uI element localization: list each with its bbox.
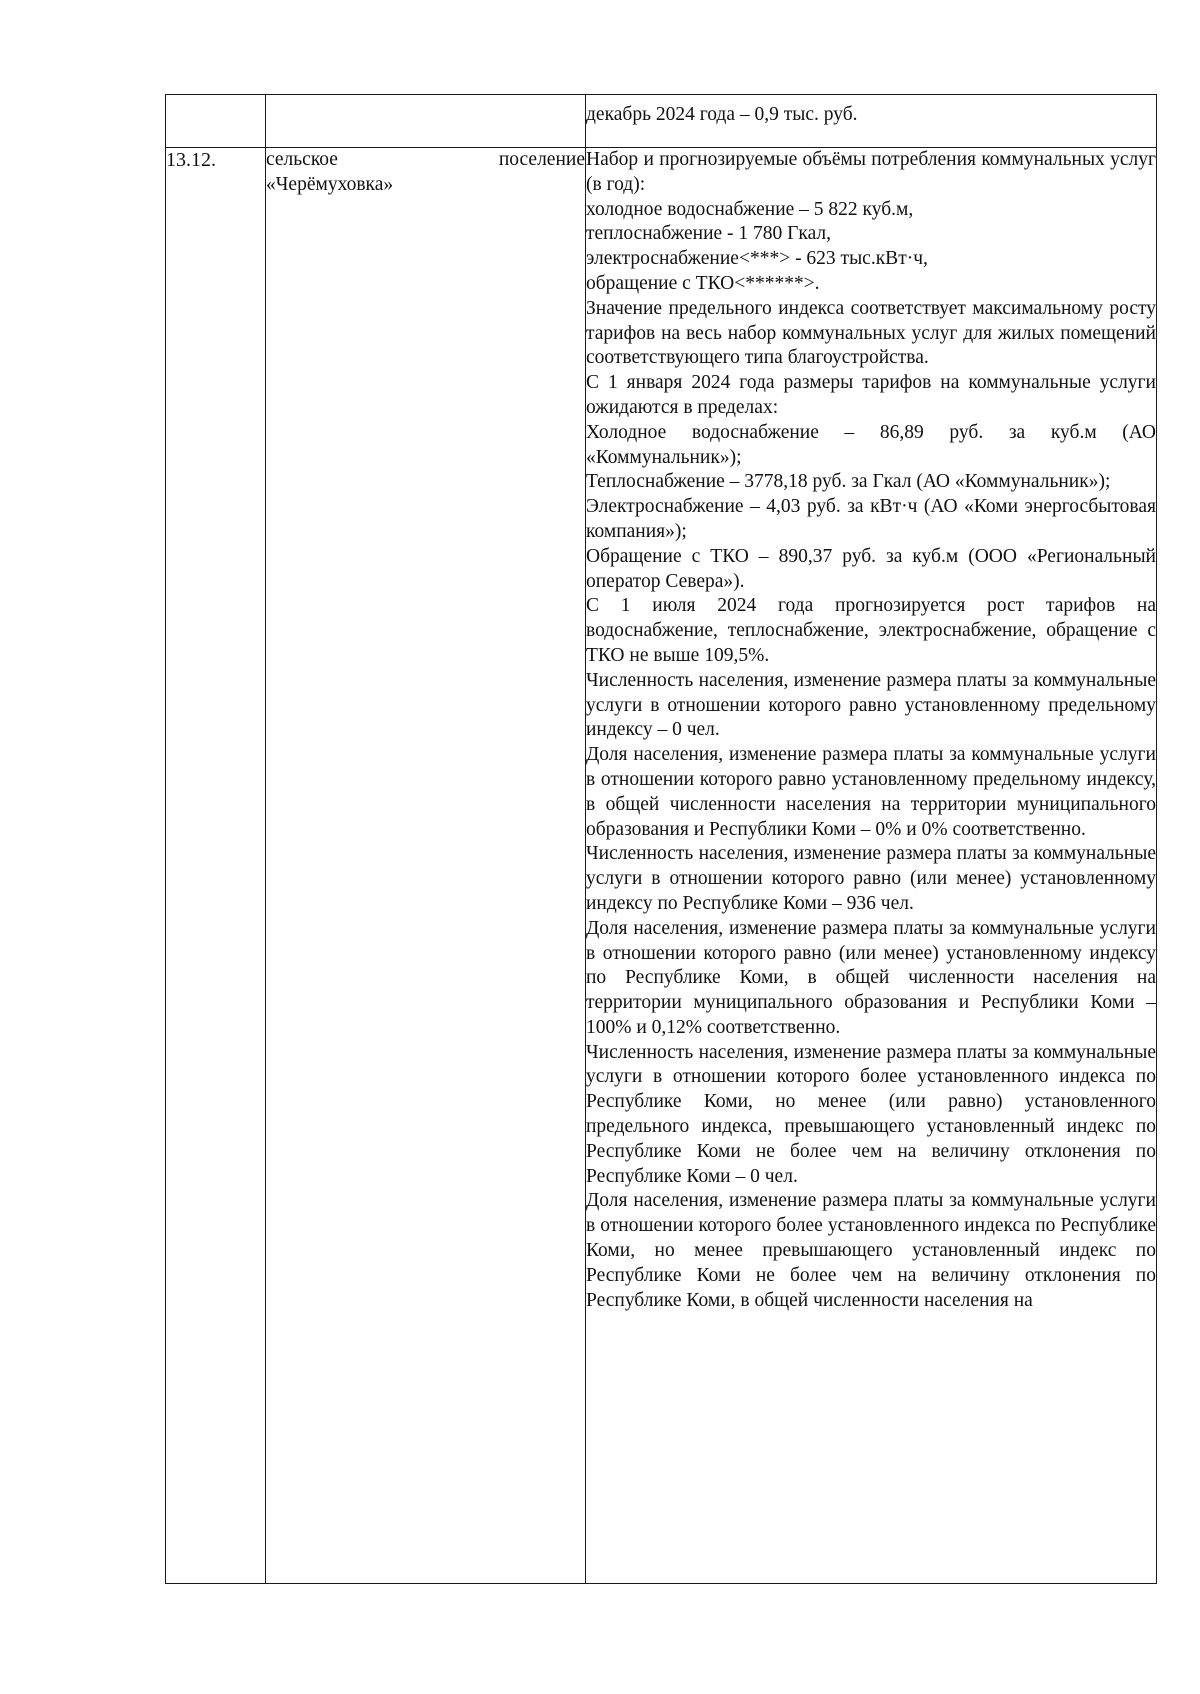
content-paragraph: холодное водоснабжение – 5 822 куб.м, (586, 198, 914, 220)
settlement-type-word: поселение (498, 149, 585, 170)
content-paragraph: Доля населения, изменение размера платы за коммунальные услуги в отношении которого равно (или менее) установленному индексу по Республике Коми, в общей численности населения на территории муниципального образования и Республики Коми – 100% и 0,12% соответственно. (586, 917, 1156, 1038)
settlement-cell (266, 148, 586, 1584)
table-row (166, 148, 1157, 1584)
content-paragraph: декабрь 2024 года – 0,9 тыс. руб. (586, 104, 858, 125)
row-number-cell: 13.12. (166, 148, 266, 1584)
content-paragraph: Численность населения, изменение размера платы за коммунальные услуги в отношении которого равно установленному предельному индексу – 0 чел. (586, 669, 1156, 741)
settlement-type-word: сельское (266, 149, 338, 170)
content-paragraph: С 1 января 2024 года размеры тарифов на коммунальные услуги ожидаются в пределах: (586, 372, 1156, 418)
content-paragraph: Доля населения, изменение размера платы за коммунальные услуги в отношении которого равно установленному предельному индексу, в общей численности населения на территории муниципального образования и Республики Коми – 0% и 0% соответственно. (586, 744, 1156, 840)
content-paragraph: Холодное водоснабжение – 86,89 руб. за куб.м (АО «Коммунальник»); (586, 421, 1156, 468)
content-cell (586, 148, 1157, 1584)
content-paragraph: обращение с ТКО<******>. (586, 272, 820, 294)
content-paragraph: Обращение с ТКО – 890,37 руб. за куб.м (ООО «Региональный оператор Севера»). (586, 545, 1156, 592)
content-cell (586, 95, 1157, 148)
content-paragraph: С 1 июля 2024 года прогнозируется рост тарифов на водоснабжение, теплоснабжение, электроснабжение, обращение с ТКО не выше 109,5%. (586, 595, 1156, 666)
table-row (166, 95, 1157, 148)
content-paragraph: Численность населения, изменение размера платы за коммунальные услуги в отношении которого равно (или менее) установленному индексу по Республике Коми – 936 чел. (586, 843, 1156, 914)
content-paragraph: Численность населения, изменение размера платы за коммунальные услуги в отношении которого более установленного индекса по Республике Коми, но менее (или равно) установленного предельного индекса, превышающего установленный индекс по Республике Коми не более чем на величину отклонения по Республике Коми – 0 чел. (586, 1041, 1156, 1187)
row-number-cell (166, 95, 266, 148)
tariff-table (165, 94, 1157, 1584)
settlement-type (266, 148, 585, 173)
content-paragraph: теплоснабжение - 1 780 Гкал, (586, 223, 832, 245)
content-paragraph: электроснабжение<***> - 623 тыс.кВт·ч, (586, 248, 928, 270)
content-paragraph: Доля населения, изменение размера платы за коммунальные услуги в отношении которого более установленного индекса по Республике Коми, но менее превышающего установленный индекс по Республике Коми не более чем на величину отклонения по Республике Коми, в общей численности населения на (586, 1190, 1156, 1311)
settlement-name: «Черёмуховка» (266, 173, 394, 195)
content-paragraph: Набор и прогнозируемые объёмы потребления коммунальных услуг (в год): (586, 149, 1156, 195)
content-paragraph: Значение предельного индекса соответствует максимальному росту тарифов на весь набор коммунальных услуг для жилых помещений соответствующего типа благоустройства. (586, 297, 1156, 369)
content-paragraph: Электроснабжение – 4,03 руб. за кВт·ч (АО «Коми энергосбытовая компания»); (586, 496, 1156, 542)
content-paragraph: Теплоснабжение – 3778,18 руб. за Гкал (АО «Коммунальник»); (586, 471, 1111, 493)
settlement-cell (266, 95, 586, 148)
